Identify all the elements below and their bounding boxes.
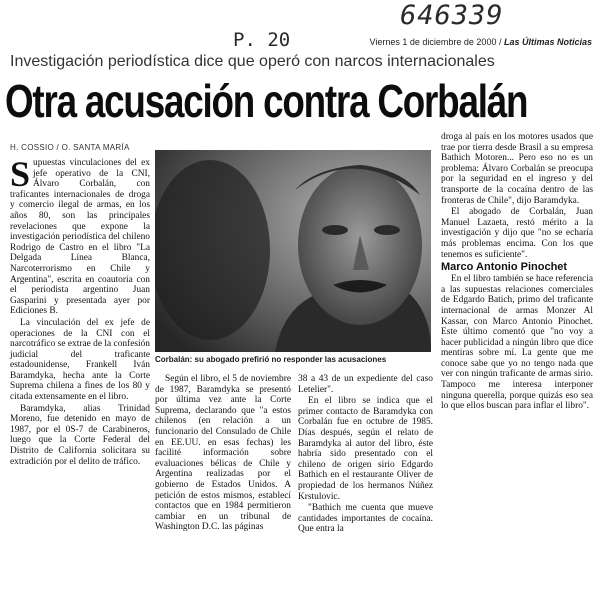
article-kicker: Investigación periodística dice que operó con narcos internacionales [10, 53, 495, 70]
article-column-1 [10, 154, 150, 468]
article-byline: H. COSSIO / O. SANTA MARÍA [10, 143, 130, 152]
newspaper-name: Las Últimas Noticias [503, 37, 592, 47]
paragraph: "Bathich me cuenta que mueve cantidades importantes de cocaína. Que entra la [298, 503, 433, 535]
article-headline: Otra acusación contra Corbalán [5, 75, 528, 127]
section-subhead: Marco Antonio Pinochet [441, 261, 568, 274]
issue-date: Viernes 1 de diciembre de 2000 / [369, 37, 502, 47]
dateline [370, 37, 592, 47]
corbalan-portrait-photo [155, 150, 431, 352]
drop-cap: S [10, 154, 31, 194]
lead-paragraph: Supuestas vinculaciones del ex jefe operativo de la CNI, Álvaro Corbalán, con traficantes internacionales de droga y comercio ilegal de armas, en los años 80, son las principales revelaciones que expone la investigación periodística del chileno Rodrigo de Castro en el libro "La Delgada Línea Blanca, Narcoterrorismo en Chile y Argentina", escrita en coautoría con el periodista argentino Juan Gasparini y presentada ayer por Ediciones B. [10, 154, 150, 317]
handwritten-archive-number: 646339 [400, 0, 504, 31]
paragraph: En el libro se indica que el primer contacto de Baramdyka con Corbalán fue en octubre de 1985. Días después, según el relato de Baramdyka al autor del libro, éste habría sido presentado con el chileno de origen sirio Edgardo Bathich en el restaurante Oliver de propiedad de los hermanos Núñez Krstulovic. [298, 396, 433, 502]
article-column-4 [441, 132, 593, 413]
paragraph: El abogado de Corbalán, Juan Manuel Lazaeta, restó mérito a la investigación y dijo que "no se echaría más problemas encima. Con los que tenemos es suficiente". [441, 207, 593, 260]
paragraph: En el libro también se hace referencia a las supuestas relaciones comerciales de Edgardo Batich, primo del traficante internacional de armas Monzer Al Kassar, con Marco Antonio Pinochet. Este último comentó que "no voy a hacer publicidad a ningún libro que dice mentiras sobre mí. La gente que me conoce sabe que yo no tengo nada que ver con ningún traficante de armas sirio. Tampoco me interesa interponer ninguna querella, porque quizás eso sea lo que ellos buscan para inflar el libro". [441, 274, 593, 412]
handwritten-page-mark: P. 20 [233, 29, 291, 51]
photo-caption: Corbalán: su abogado prefirió no responder las acusaciones [155, 355, 387, 364]
paragraph: Baramdyka, alias Trinidad Moreno, fue detenido en mayo de 1987, por el 0S-7 de Carabineros, luego que la Corte Federal del Distrito de California solicitara su extradición por el delito de tráfico. [10, 403, 150, 467]
article-column-2 [155, 374, 291, 534]
article-column-3 [298, 374, 433, 536]
portrait-image [155, 150, 431, 352]
paragraph: 38 a 43 de un expediente del caso Letelier". [298, 374, 433, 395]
paragraph: Según el libro, el 5 de noviembre de 1987, Baramdyka se presentó por última vez ante la Corte Suprema, declarando que "a estos chilenos (en relación a un funcionario del Consulado de Chile en EE.UU. en esas fechas) les facilité información sobre evaluaciones bélicas de Chile y Argentina realizadas por el gobierno de Estados Unidos. A petición de estos mismos, establecí contactos que en 1984 permitieron cambiar en un tribunal de Washington D.C. las páginas [155, 374, 291, 533]
paragraph: La vinculación del ex jefe de operaciones de la CNI con el narcotráfico se extrae de la confesión judicial del traficante estadounidense, Frankell Iván Baramdyka, hecha ante la Corte Suprema chilena a fines de los 80 y citada extensamente en el libro. [10, 317, 150, 403]
paragraph: droga al país en los motores usados que trae por tierra desde Brasil a su empresa Bathich Motoren... Pero eso no es un problema: Álvaro Corbalán se preocupa por la seguridad en el ingreso y del transporte de la cocaína dentro de las fronteras de Chile", dijo Baramdyka. [441, 132, 593, 206]
